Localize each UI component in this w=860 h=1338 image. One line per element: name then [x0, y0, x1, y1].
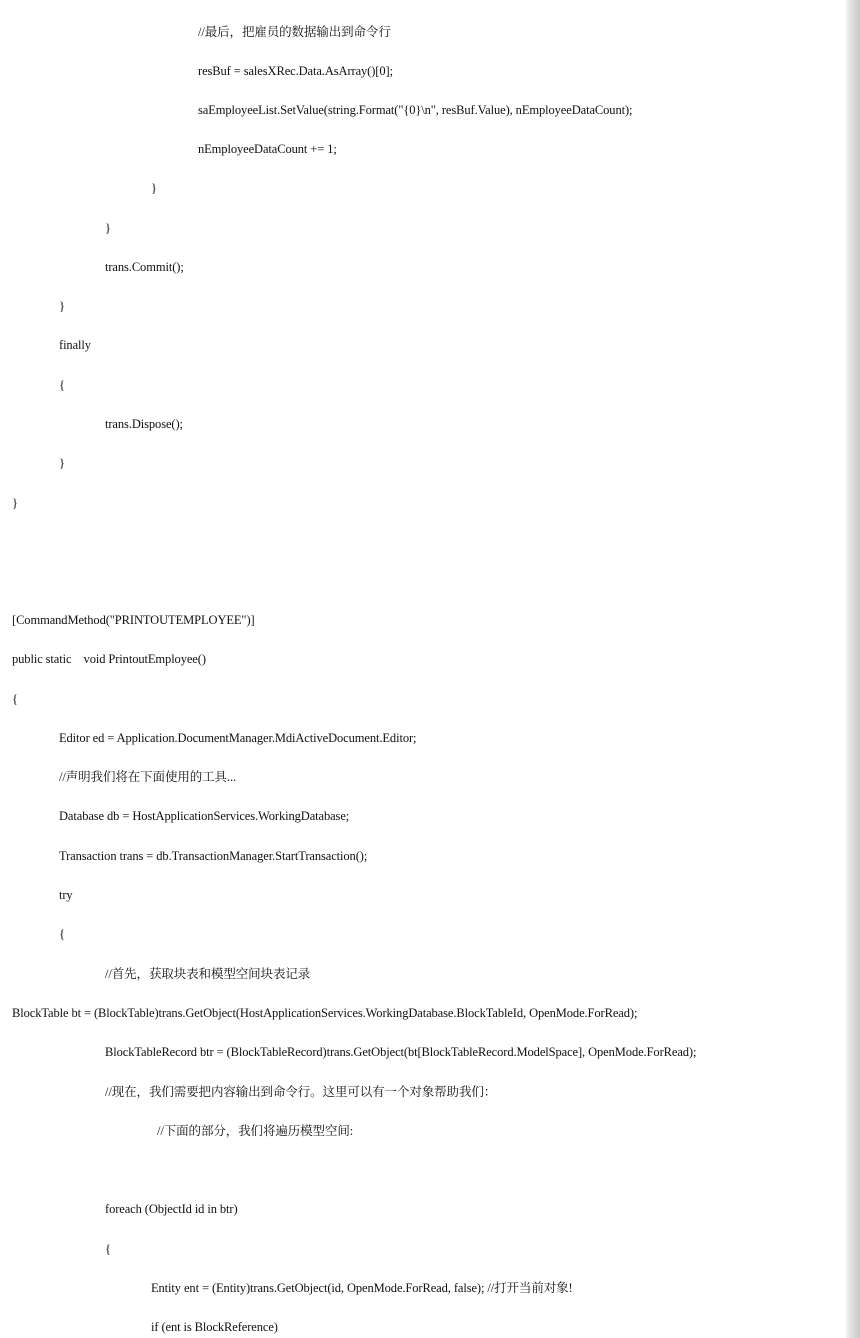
code-line-database: Database db = HostApplicationServices.WorkingDatabase; [59, 809, 350, 823]
code-line-comment-blocktable: //首先，获取块表和模型空间块表记录 [105, 967, 311, 981]
code-line-close-brace: } [59, 456, 65, 470]
code-line-open-brace: { [59, 927, 65, 941]
code-line-finally: finally [59, 338, 91, 352]
code-line-comment-output: //最后，把雇员的数据输出到命令行 [198, 25, 391, 39]
code-line-comment-iterate: //下面的部分，我们将遍历模型空间: [157, 1124, 354, 1138]
code-line-resbuf: resBuf = salesXRec.Data.AsArray()[0]; [198, 64, 393, 78]
code-line-if-blockreference: if (ent is BlockReference) [151, 1320, 278, 1334]
code-line-foreach: foreach (ObjectId id in btr) [105, 1202, 238, 1216]
page-edge-shadow [846, 0, 860, 1338]
code-line-open-brace: { [59, 378, 65, 392]
code-line-editor: Editor ed = Application.DocumentManager.MdiActiveDocument.Editor; [59, 731, 417, 745]
code-line-commit: trans.Commit(); [105, 260, 184, 274]
code-line-close-brace: } [12, 496, 18, 510]
code-line-open-brace: { [105, 1242, 111, 1256]
code-line-close-brace: } [105, 221, 111, 235]
code-line-comment-output-content: //现在，我们需要把内容输出到命令行。这里可以有一个对象帮助我们： [105, 1085, 497, 1099]
code-line-try: try [59, 888, 73, 902]
code-line-count-increment: nEmployeeDataCount += 1; [198, 142, 337, 156]
code-line-dispose: trans.Dispose(); [105, 417, 183, 431]
code-line-close-brace: } [59, 299, 65, 313]
code-line-entity: Entity ent = (Entity)trans.GetObject(id, OpenMode.ForRead, false); //打开当前对象! [151, 1281, 573, 1295]
code-line-open-brace: { [12, 692, 18, 706]
code-line-command-attribute: [CommandMethod("PRINTOUTEMPLOYEE")] [12, 613, 255, 627]
code-line-method-signature: public static void PrintoutEmployee() [12, 652, 206, 666]
code-line-blocktable: BlockTable bt = (BlockTable)trans.GetObject(HostApplicationServices.WorkingDatabase.BlockTableId, OpenMode.ForRead); [12, 1006, 638, 1020]
code-line-setvalue: saEmployeeList.SetValue(string.Format("{0}\n", resBuf.Value), nEmployeeDataCount); [198, 103, 633, 117]
code-line-close-brace: } [151, 181, 157, 195]
code-line-comment-tools: //声明我们将在下面使用的工具... [59, 770, 237, 784]
code-line-transaction: Transaction trans = db.TransactionManager.StartTransaction(); [59, 849, 368, 863]
code-line-blocktablerecord: BlockTableRecord btr = (BlockTableRecord)trans.GetObject(bt[BlockTableRecord.ModelSpace], OpenMode.ForRead); [105, 1045, 697, 1059]
